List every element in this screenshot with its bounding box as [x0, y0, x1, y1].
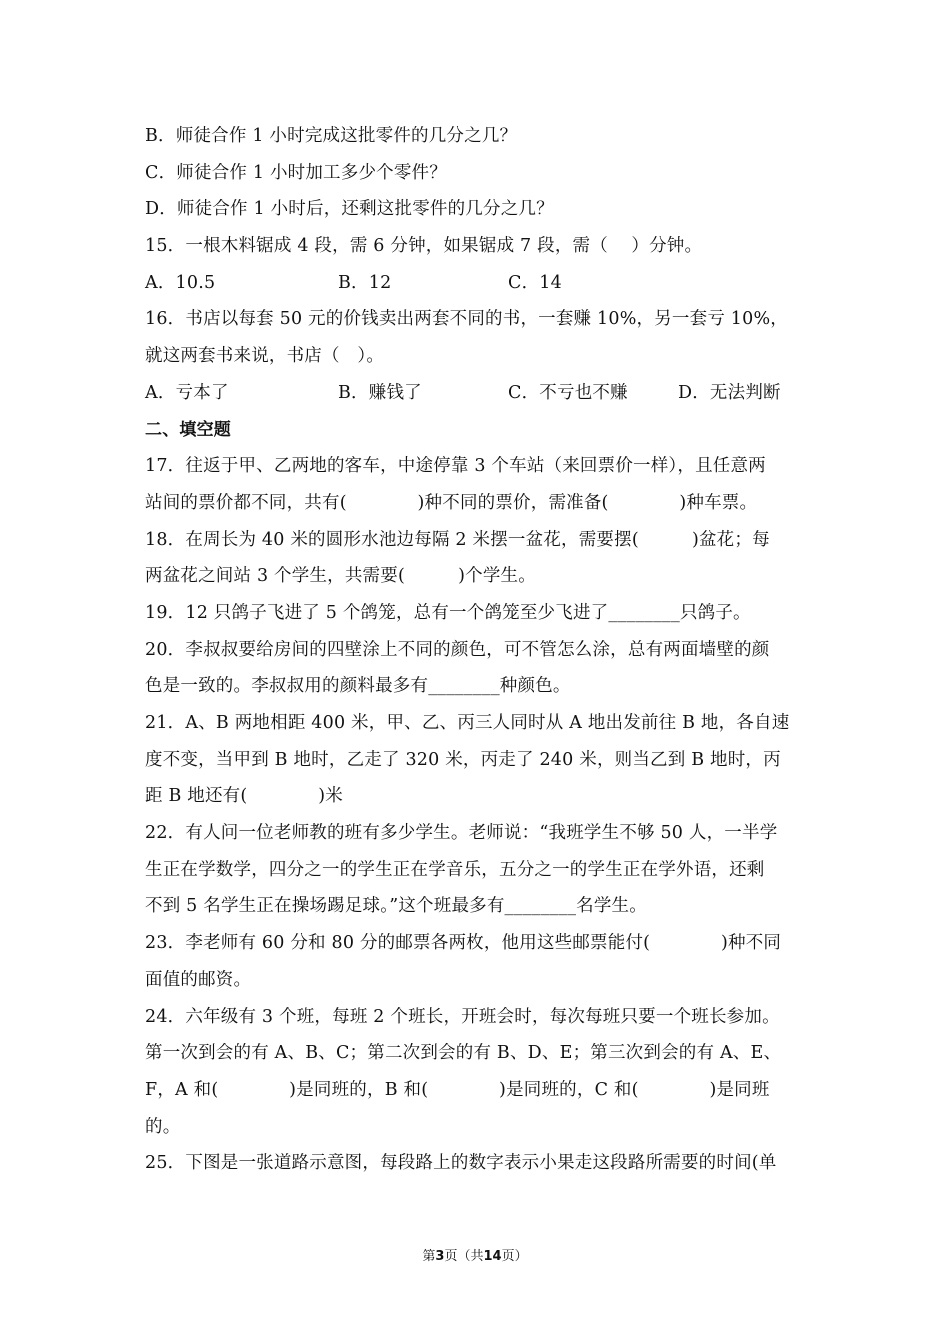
text-line: F，A 和( )是同班的，B 和( )是同班的，C 和( )是同班 [145, 1079, 770, 1100]
option-a: A．10.5 [145, 272, 216, 293]
text-line: 就这两套书来说，书店（ ）。 [145, 346, 385, 367]
text-line: 18．在周长为 40 米的圆形水池边每隔 2 米摆一盆花，需要摆( )盆花；每 [145, 529, 770, 550]
option-c: C．不亏也不赚 [508, 382, 628, 403]
text-line: 16．书店以每套 50 元的价钱卖出两套不同的书，一套赚 10%，另一套亏 10%， [145, 309, 788, 330]
option-c: C．14 [508, 272, 562, 293]
footer-mid: 页（共 [444, 1249, 484, 1264]
page-footer [0, 1245, 950, 1264]
text-line: 17．往返于甲、乙两地的客车，中途停靠 3 个车站（来回票价一样），且任意两 [145, 456, 766, 477]
footer-prefix: 第 [422, 1249, 436, 1264]
option-b: B．12 [338, 272, 392, 293]
q15-options [145, 265, 810, 302]
footer-total-pages: 14 [483, 1249, 502, 1264]
text-line: 第一次到会的有 A、B、C；第二次到会的有 B、D、E；第三次到会的有 A、E、 [145, 1043, 782, 1064]
text-line: 19．12 只鸽子飞进了 5 个鸽笼，总有一个鸽笼至少飞进了________只鸽子。 [145, 602, 751, 623]
text-line: 两盆花之间站 3 个学生，共需要( )个学生。 [145, 566, 536, 587]
text-line: B．师徒合作 1 小时完成这批零件的几分之几？ [145, 126, 518, 146]
page-content [145, 118, 810, 1182]
footer-page-number: 3 [435, 1249, 445, 1264]
text-line: 不到 5 名学生正在操场踢足球。”这个班最多有________名学生。 [145, 896, 647, 917]
option-d: D．无法判断 [678, 382, 781, 403]
option-a: A．亏本了 [145, 382, 229, 403]
text-line: 22．有人问一位老师教的班有多少学生。老师说：“我班学生不够 50 人，一半学 [145, 823, 778, 844]
text-line: D．师徒合作 1 小时后，还剩这批零件的几分之几？ [145, 199, 554, 220]
text-line: C．师徒合作 1 小时加工多少个零件？ [145, 162, 447, 183]
text-line: 24．六年级有 3 个班，每班 2 个班长，开班会时，每次每班只要一个班长参加。 [145, 1006, 780, 1027]
option-b: B．赚钱了 [338, 382, 422, 403]
text-line: 23．李老师有 60 分和 80 分的邮票各两枚，他用这些邮票能付( )种不同 [145, 933, 782, 954]
text-line: 距 B 地还有( )米 [145, 786, 343, 807]
text-line: 的。 [145, 1116, 181, 1137]
text-line: 20．李叔叔要给房间的四壁涂上不同的颜色，可不管怎么涂，总有两面墙壁的颜 [145, 639, 770, 660]
text-line: 度不变，当甲到 B 地时，乙走了 320 米，丙走了 240 米，则当乙到 B 地时，丙 [145, 749, 781, 770]
q16-options [145, 375, 810, 412]
text-line: 21．A、B 两地相距 400 米，甲、乙、丙三人同时从 A 地出发前往 B 地，各自速 [145, 713, 790, 733]
footer-suffix: 页） [501, 1249, 528, 1264]
text-line: 色是一致的。李叔叔用的颜料最多有________种颜色。 [145, 676, 571, 697]
text-line: 25．下图是一张道路示意图，每段路上的数字表示小果走这段路所需要的时间(单 [145, 1153, 777, 1174]
section-title: 二、填空题 [145, 419, 231, 440]
text-line: 生正在学数学，四分之一的学生正在学音乐，五分之一的学生正在学外语，还剩 [145, 859, 765, 880]
text-line: 站间的票价都不同，共有( )种不同的票价，需准备( )种车票。 [145, 492, 758, 513]
text-line: 面值的邮资。 [145, 969, 252, 990]
text-line: 15．一根木料锯成 4 段，需 6 分钟，如果锯成 7 段，需（ ）分钟。 [145, 236, 703, 257]
